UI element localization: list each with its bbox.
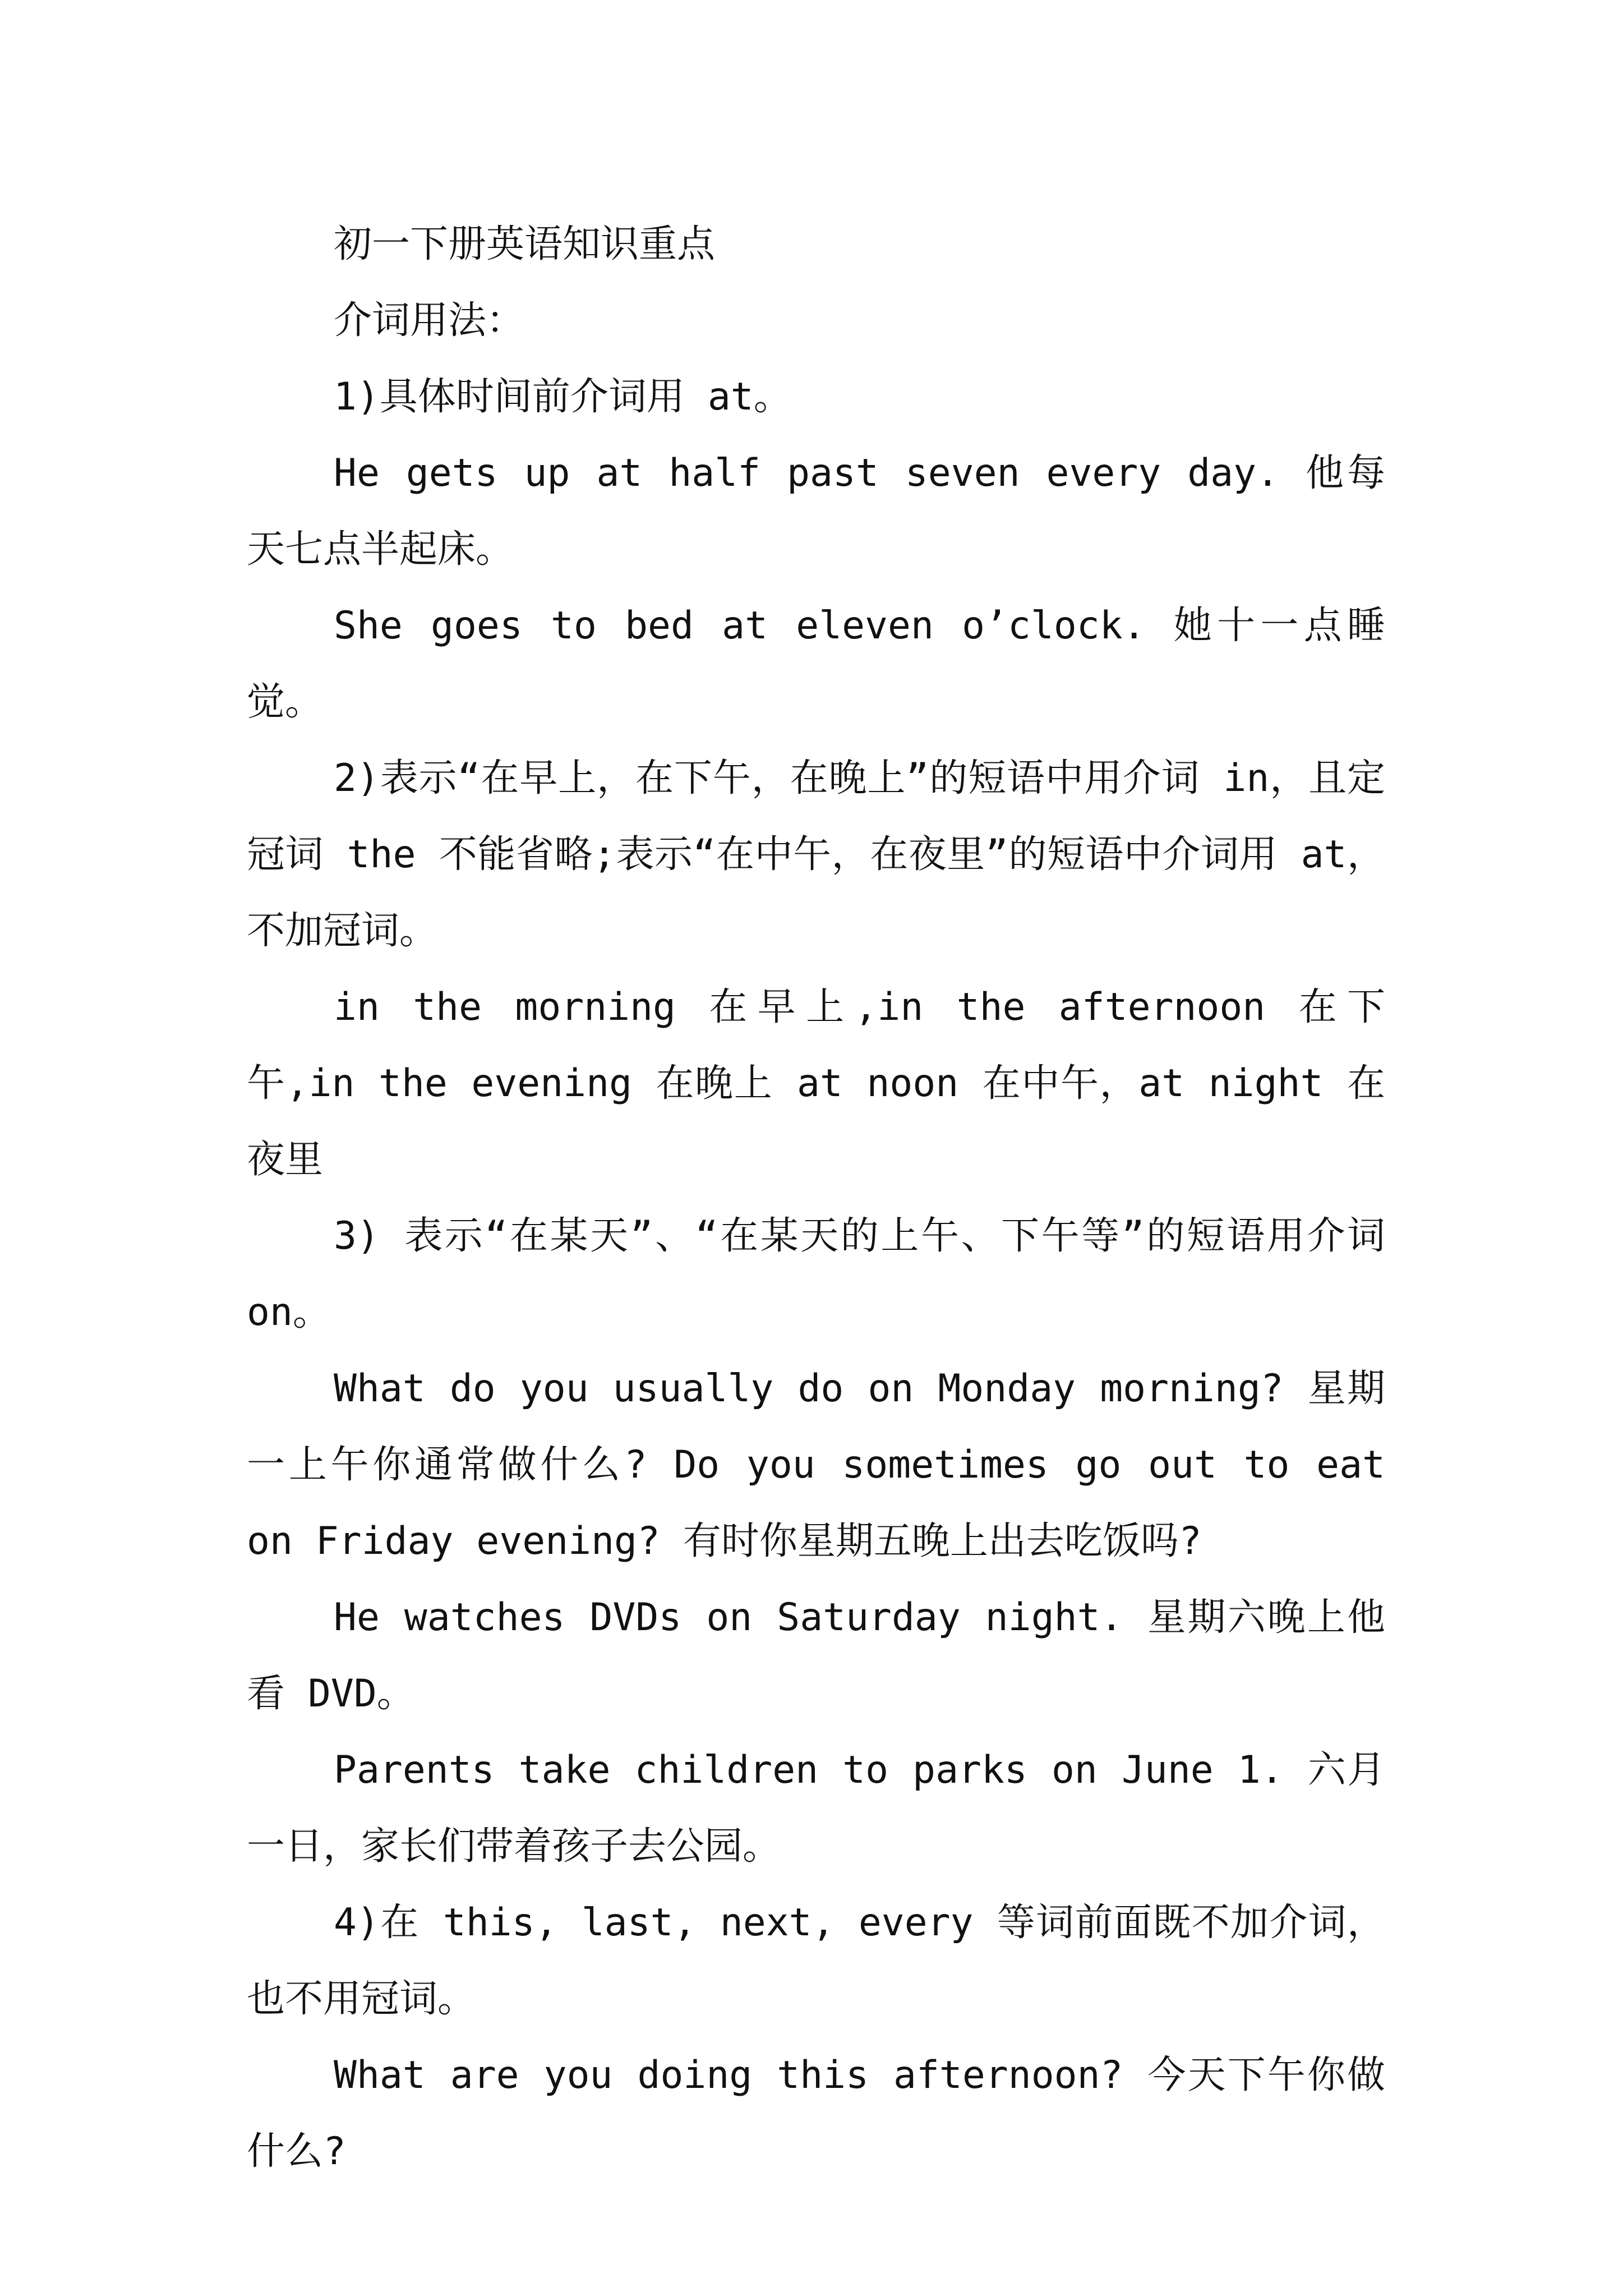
paragraph: 2)表示“在早上，在下午，在晚上”的短语中用介词 in，且定冠词 the 不能省略;表示“在中午，在夜里”的短语中介词用 at，不加冠词。	[247, 756, 1385, 953]
document-body	[247, 206, 1385, 2190]
paragraph: 介词用法：	[334, 298, 525, 343]
paragraph: He gets up at half past seven every day. 他每天七点半起床。	[247, 451, 1385, 572]
paragraph: Parents take children to parks on June 1. 六月一日，家长们带着孩子去公园。	[247, 1748, 1385, 1869]
paragraph: What do you usually do on Monday morning? 星期一上午你通常做什么? Do you sometimes go out to eat on Friday evening? 有时你星期五晚上出去吃饭吗?	[247, 1366, 1385, 1563]
paragraph: in the morning 在早上,in the afternoon 在下午,in the evening 在晚上 at noon 在中午，at night 在夜里	[247, 985, 1385, 1182]
paragraph: 4)在 this, last, next, every 等词前面既不加介词，也不用冠词。	[247, 1901, 1385, 2021]
document-title: 初一下册英语知识重点	[334, 222, 716, 266]
paragraph: What are you doing this afternoon? 今天下午你做什么?	[247, 2053, 1385, 2174]
paragraph: She goes to bed at eleven o’clock. 她十一点睡觉。	[247, 604, 1385, 724]
paragraph: 3) 表示“在某天”、“在某天的上午、下午等”的短语用介词 on。	[247, 1214, 1385, 1335]
paragraph: He watches DVDs on Saturday night. 星期六晚上他看 DVD。	[247, 1595, 1385, 1716]
paragraph: 1)具体时间前介词用 at。	[334, 375, 792, 419]
